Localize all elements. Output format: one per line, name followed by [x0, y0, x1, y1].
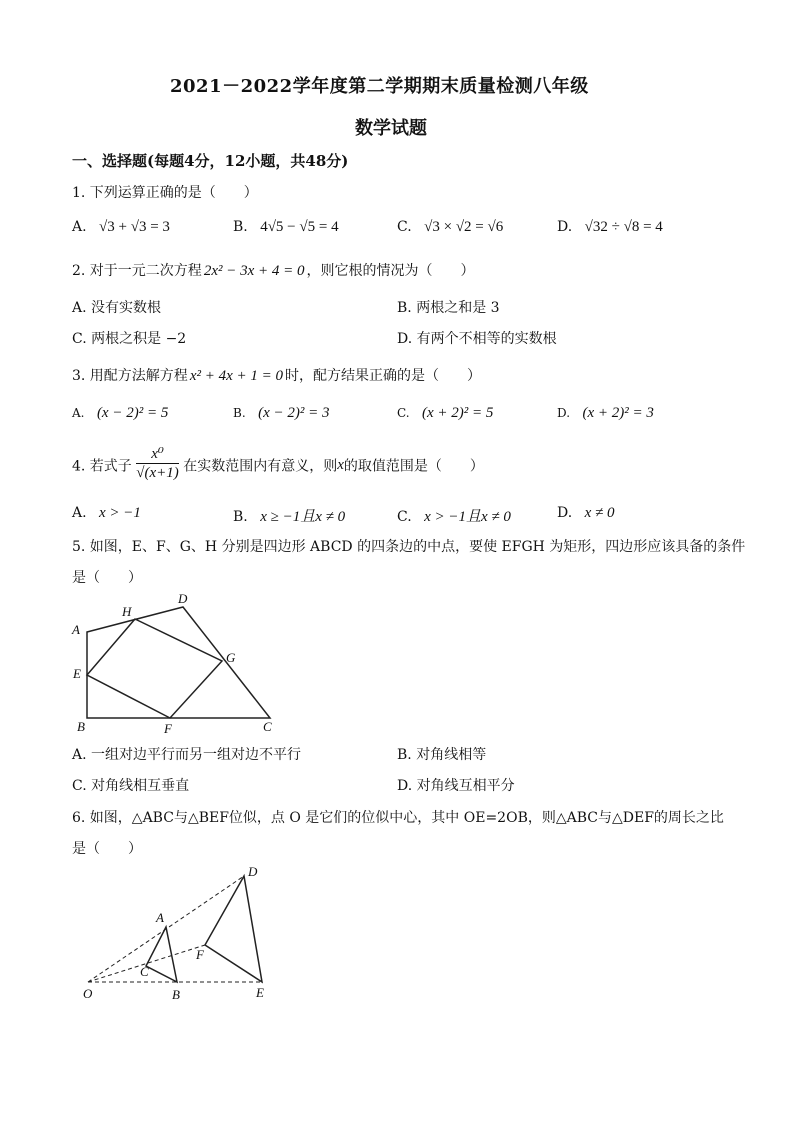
q5-option-b[interactable]: B. 对角线相等: [397, 747, 487, 763]
q5-option-a[interactable]: A. 一组对边平行而另一组对边不平行: [72, 747, 302, 763]
q5-quadrilateral-abcd: [87, 607, 270, 718]
q1-option-b[interactable]: [233, 219, 339, 236]
q4-option-a[interactable]: [72, 505, 141, 522]
question-3-stem: [72, 365, 481, 385]
page-title: 2021－2022学年度第二学期期末质量检测八年级: [170, 76, 589, 97]
q3-option-d-math: (x + 2)² = 3: [582, 405, 654, 421]
q1-option-c[interactable]: [397, 219, 503, 236]
q3-option-a-letter: A.: [72, 406, 85, 420]
q3-stem-post: 时，配方结果正确的是（ ）: [285, 368, 481, 384]
q2-stem-post: ，则它根的情况为（ ）: [306, 263, 475, 279]
q4-option-c-math: x > −1且x ≠ 0: [424, 509, 511, 525]
q3-option-a-math: (x − 2)² = 5: [96, 405, 169, 421]
q6-dashed-lines: [88, 876, 262, 982]
q3-option-a[interactable]: [72, 405, 168, 422]
section-heading: 一、选择题(每题4分，12小题，共48分): [72, 152, 349, 170]
q1-option-a-letter: A.: [72, 219, 87, 235]
q4-option-b[interactable]: [233, 505, 345, 526]
q6-label-f: F: [196, 947, 204, 962]
q3-stem-pre: 3. 用配方法解方程: [72, 368, 188, 384]
q1-option-b-math: 4√5 − √5 = 4: [260, 219, 339, 235]
q5-label-c: C: [263, 719, 272, 734]
q5-label-b: B: [77, 719, 85, 734]
question-4-stem: [72, 447, 484, 484]
q4-stem-pre: 4. 若式子: [72, 458, 132, 475]
q3-option-c[interactable]: [397, 405, 493, 422]
q1-option-c-letter: C.: [397, 219, 412, 235]
question-1-stem: 1. 下列运算正确的是（ ）: [72, 185, 258, 201]
question-6-stem-line2: 是（ ）: [72, 841, 142, 857]
q5-label-a: A: [72, 622, 80, 637]
q1-option-d-math: √32 ÷ √8 = 4: [584, 219, 663, 235]
q6-triangle-def: [205, 876, 262, 982]
q5-label-g: G: [226, 650, 236, 665]
q4-fraction: [136, 445, 179, 482]
q4-stem-mid: 在实数范围内有意义，则: [183, 458, 338, 475]
page-subtitle: 数学试题: [355, 118, 427, 139]
q5-label-h: H: [122, 604, 132, 619]
q1-option-a-math: √3 + √3 = 3: [99, 219, 170, 235]
q3-option-b[interactable]: [233, 405, 329, 422]
q3-option-c-letter: C.: [397, 406, 410, 420]
q4-stem-var: x: [337, 457, 344, 473]
question-6-stem-line1: 6. 如图，△ABC与△BEF位似，点 O 是它们的位似中心，其中 OE=2OB，则△ABC与△DEF的周长之比: [72, 810, 724, 826]
q4-option-b-math: x ≥ −1且x ≠ 0: [260, 509, 346, 525]
q4-fraction-denominator: √(x+1): [136, 465, 179, 481]
q3-option-c-math: (x + 2)² = 5: [422, 405, 494, 421]
q6-triangle-abc: [146, 927, 177, 982]
q2-option-b[interactable]: B. 两根之和是 3: [397, 300, 500, 316]
q6-label-o: O: [83, 986, 93, 1001]
q6-label-e: E: [256, 985, 264, 1000]
q5-option-d[interactable]: D. 对角线互相平分: [397, 778, 515, 794]
q2-stem-pre: 2. 对于一元二次方程: [72, 263, 202, 279]
q5-label-f: F: [164, 721, 172, 736]
q2-option-c[interactable]: C. 两根之积是 −2: [72, 331, 187, 347]
q3-equation: x² + 4x + 1 = 0: [189, 368, 283, 384]
question-5-stem-line2: 是（ ）: [72, 570, 142, 586]
q4-option-a-math: x > −1: [99, 505, 141, 521]
q6-label-b: B: [172, 987, 180, 1002]
q3-option-d-letter: D.: [557, 406, 571, 420]
q3-option-b-letter: B.: [233, 406, 246, 420]
q3-option-b-math: (x − 2)² = 3: [258, 405, 330, 421]
q5-label-e: E: [73, 666, 81, 681]
q1-option-c-math: √3 × √2 = √6: [424, 219, 504, 235]
q4-option-b-letter: B.: [233, 509, 248, 525]
q2-option-a[interactable]: A. 没有实数根: [72, 300, 162, 316]
q2-equation: 2x² − 3x + 4 = 0: [203, 263, 305, 279]
q4-option-d-letter: D.: [557, 505, 573, 521]
q4-option-d[interactable]: [557, 505, 615, 522]
q4-fraction-numerator: x⁰: [136, 445, 179, 464]
q1-option-b-letter: B.: [233, 219, 248, 235]
q4-option-c-letter: C.: [397, 509, 412, 525]
q6-label-a: A: [156, 910, 164, 925]
q5-quadrilateral-efgh: [87, 619, 222, 718]
q1-option-d[interactable]: [557, 219, 663, 236]
q1-option-d-letter: D.: [557, 219, 573, 235]
q5-label-d: D: [178, 591, 188, 606]
q6-label-c: C: [140, 964, 149, 979]
q1-option-a[interactable]: [72, 219, 170, 236]
q4-option-a-letter: A.: [72, 505, 87, 521]
question-5-stem-line1: 5. 如图，E、F、G、H 分别是四边形 ABCD 的四条边的中点，要使 EFGH 为矩形，四边形应该具备的条件: [72, 539, 746, 555]
q6-label-d: D: [248, 864, 258, 879]
q3-option-d[interactable]: [557, 405, 654, 422]
q4-stem-post: 的取值范围是（ ）: [343, 458, 484, 475]
q2-option-d[interactable]: D. 有两个不相等的实数根: [397, 331, 557, 347]
q4-option-d-math: x ≠ 0: [584, 505, 615, 521]
q5-option-c[interactable]: C. 对角线相互垂直: [72, 778, 190, 794]
question-2-stem: [72, 260, 475, 280]
q4-option-c[interactable]: [397, 505, 511, 526]
